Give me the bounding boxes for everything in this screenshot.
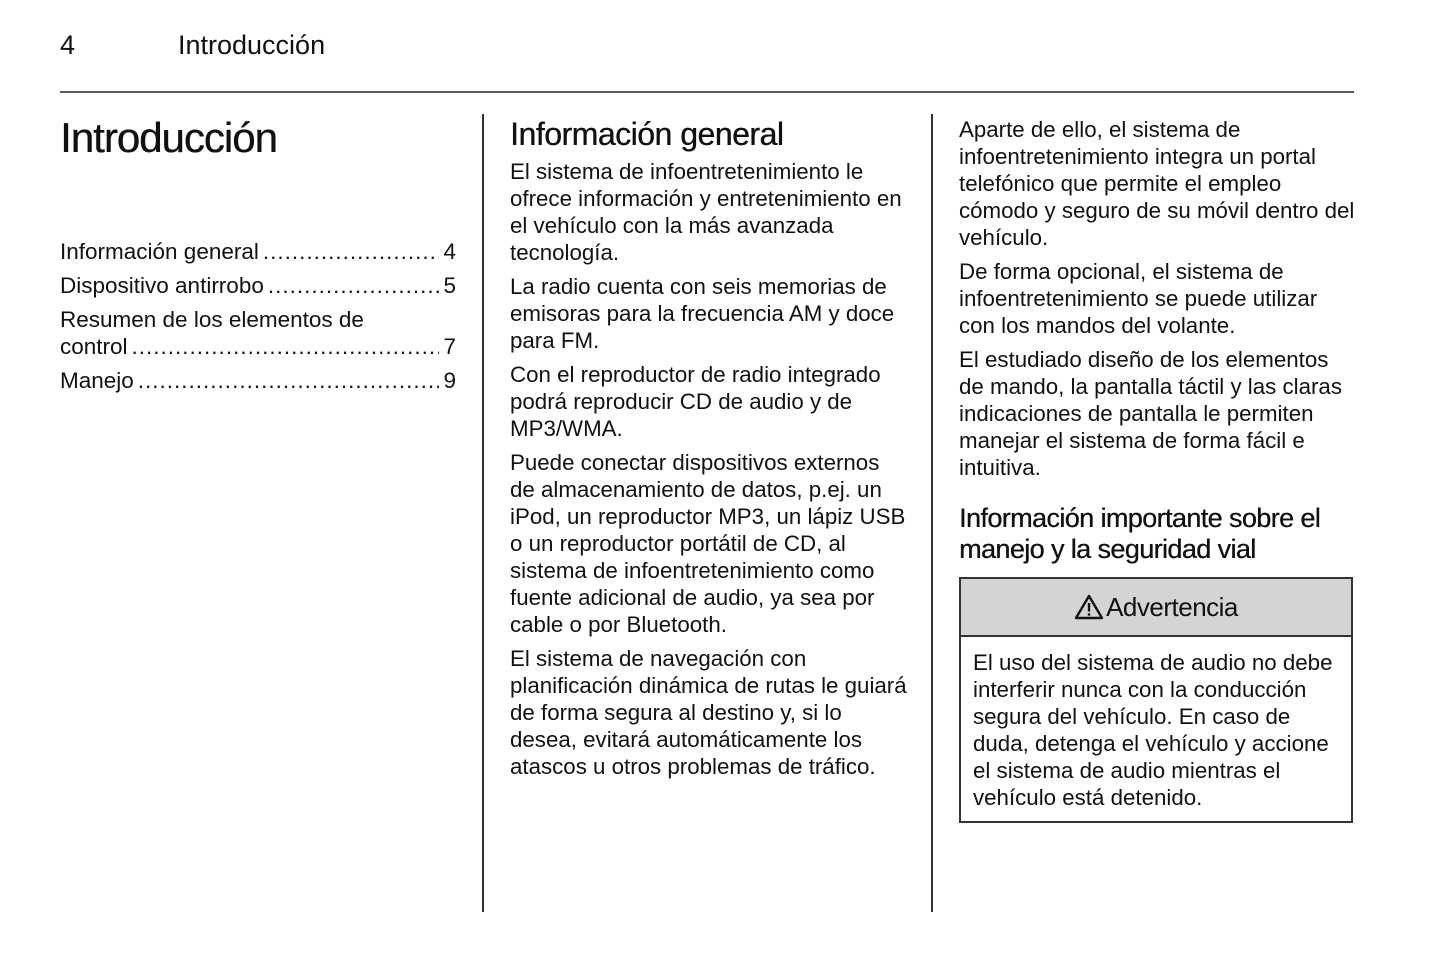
paragraph: El estudiado diseño de los elementos de mando, la pantalla táctil y las claras indicaciones de pantalla le permiten manejar el sistema de forma fácil e intuitiva. xyxy=(959,347,1342,480)
table-of-contents xyxy=(60,238,456,394)
warning-label: Advertencia xyxy=(1106,591,1238,622)
header-rule xyxy=(60,91,1354,93)
general-info-column xyxy=(510,112,908,787)
toc-item-page: 9 xyxy=(443,368,456,393)
subsection-title: Información importante sobre el manejo y la seguridad vial xyxy=(959,503,1321,564)
toc-item-label: control xyxy=(60,334,128,359)
toc-leader-dots xyxy=(132,333,440,360)
chapter-column xyxy=(60,112,456,401)
toc-leader-dots xyxy=(268,272,440,299)
paragraph: El sistema de navegación con planificación dinámica de rutas le guiará de forma segura al destino y, si lo desea, evitará automáticamente los atascos u otros problemas de tráfico. xyxy=(510,646,907,779)
column-divider xyxy=(482,114,484,912)
toc-leader-dots xyxy=(138,367,440,394)
toc-item[interactable] xyxy=(60,238,456,265)
toc-item-label: Manejo xyxy=(60,368,134,393)
paragraph: El sistema de infoentretenimiento le ofrece información y entretenimiento en el vehículo con la más avanzada tecnología. xyxy=(510,159,902,265)
paragraph: Con el reproductor de radio integrado podrá reproducir CD de audio y de MP3/WMA. xyxy=(510,362,881,441)
page-number: 4 xyxy=(60,30,76,60)
warning-box xyxy=(959,577,1353,823)
running-section-title: Introducción xyxy=(178,30,326,60)
warning-triangle-icon xyxy=(1074,594,1104,620)
toc-item-page: 4 xyxy=(443,239,456,264)
toc-item-label: Dispositivo antirrobo xyxy=(60,273,264,298)
toc-item-page: 7 xyxy=(443,334,456,359)
warning-header xyxy=(961,579,1351,637)
paragraph: De forma opcional, el sistema de infoentretenimiento se puede utilizar con los mandos del volante. xyxy=(959,259,1318,338)
paragraph: Puede conectar dispositivos externos de almacenamiento de datos, p.ej. un iPod, un reproductor MP3, un lápiz USB o un reproductor portátil de CD, al sistema de infoentretenimiento como fuente adicional de audio, ya sea por cable o por Bluetooth. xyxy=(510,450,906,637)
toc-item[interactable] xyxy=(60,272,456,299)
warning-text: El uso del sistema de audio no debe interferir nunca con la conducción segura del vehículo. En caso de duda, detenga el vehículo y accione el sistema de audio mientras el vehículo está detenido. xyxy=(973,650,1333,810)
chapter-title: Introducción xyxy=(60,114,277,161)
toc-leader-dots xyxy=(263,238,440,265)
column-divider xyxy=(931,114,933,912)
section-title: Información general xyxy=(510,116,784,152)
toc-item-line2 xyxy=(60,333,456,360)
toc-item-label-line1: Resumen de los elementos de xyxy=(60,307,364,332)
toc-item[interactable] xyxy=(60,306,456,360)
toc-item[interactable] xyxy=(60,367,456,394)
toc-item-label: Información general xyxy=(60,239,259,264)
paragraph: La radio cuenta con seis memorias de emisoras para la frecuencia AM y doce para FM. xyxy=(510,274,895,353)
continued-column xyxy=(959,116,1355,823)
paragraph: Aparte de ello, el sistema de infoentretenimiento integra un portal telefónico que permite el empleo cómodo y seguro de su móvil dentro del vehículo. xyxy=(959,117,1355,250)
toc-item-page: 5 xyxy=(443,273,456,298)
